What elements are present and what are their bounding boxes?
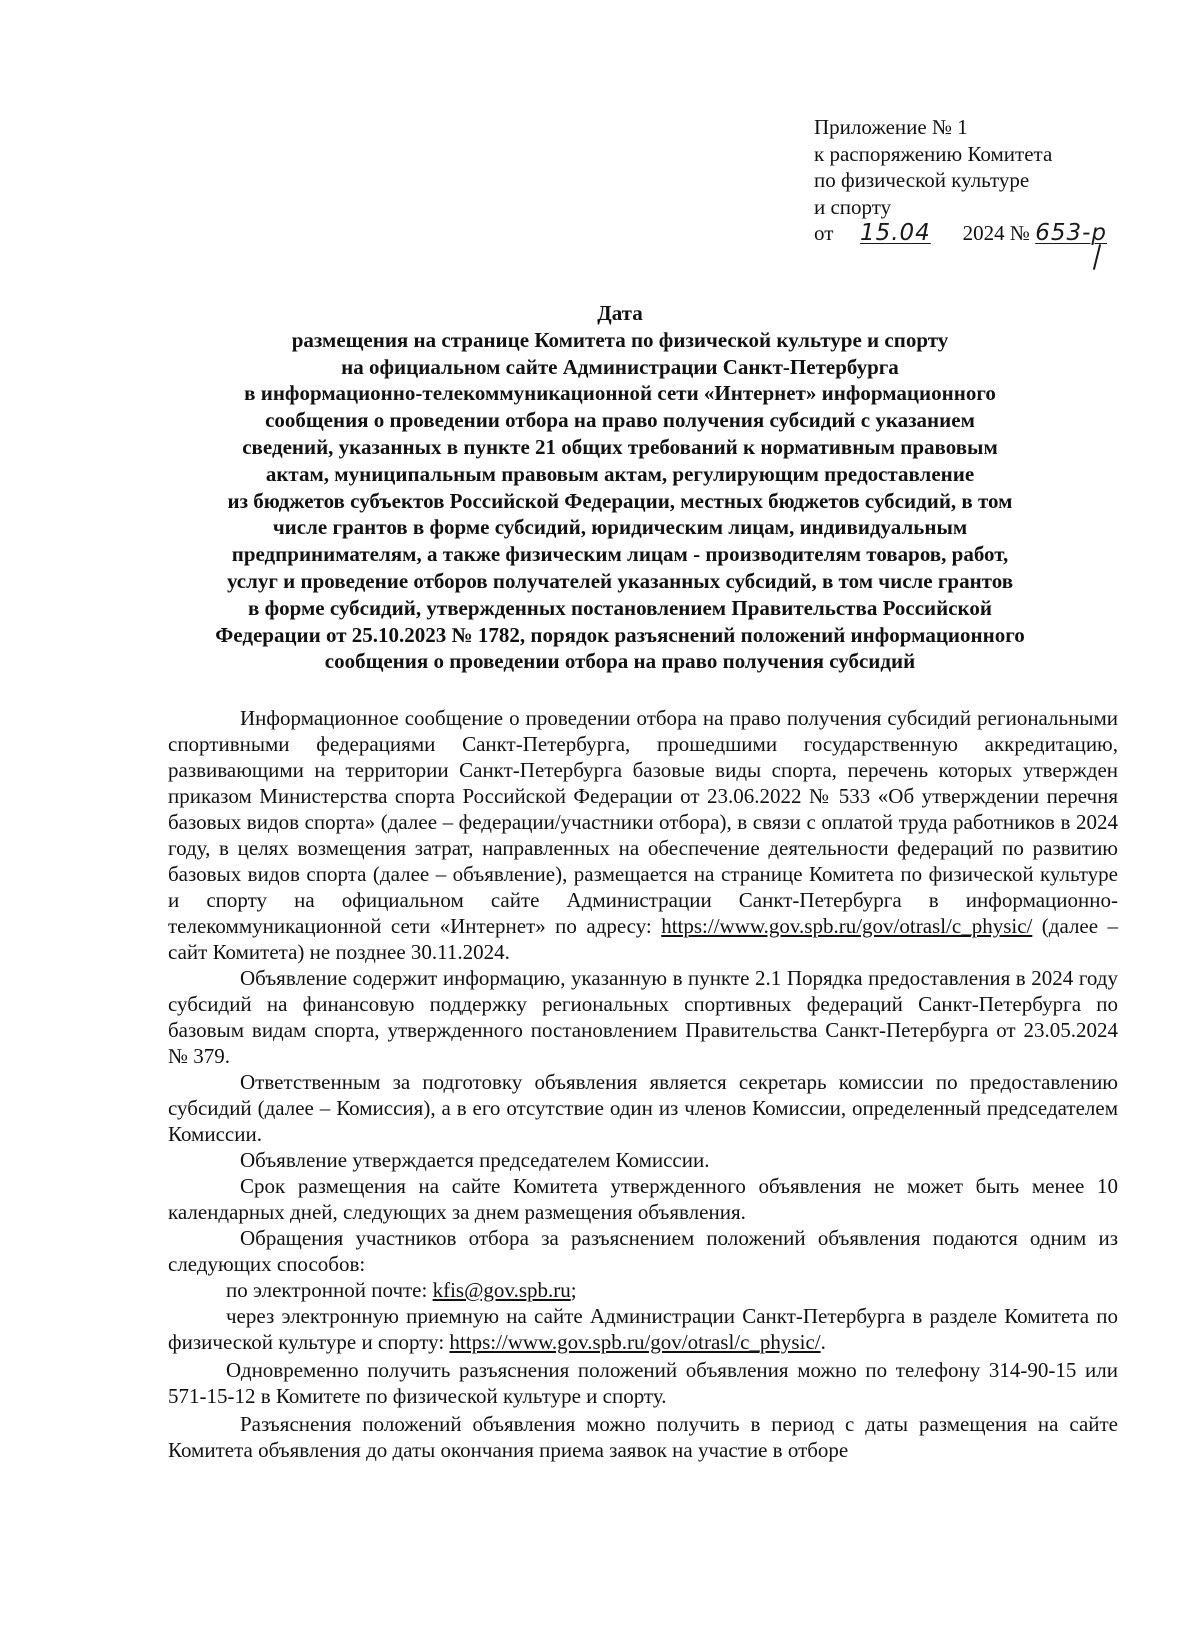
document-title	[158, 300, 1082, 675]
paragraph-text: (далее – сайт Комитета) не позднее 30.11.2024.	[168, 914, 1118, 964]
email-link[interactable]: kfis@gov.spb.ru	[432, 1278, 571, 1302]
annex-line-2: к распоряжению Комитета	[814, 141, 1053, 166]
paragraph-phone: Одновременно получить разъяснения положений объявления можно по телефону 314-90-15 или 571-15-12 в Комитете по физической культуре и спорту.	[168, 1358, 1118, 1408]
paragraph-content: Объявление содержит информацию, указанную в пункте 2.1 Порядка предоставления в 2024 году субсидий на финансовую поддержку региональных спортивных федераций Санкт-Петербурга по базовым видам спорта, утвержденного постановлением Правительства Санкт-Петербурга от 23.05.2024 № 379.	[168, 966, 1118, 1068]
paragraph-clarifications: Разъяснения положений объявления можно получить в период с даты размещения на сайте Комитета объявления до даты окончания приема заявок на участие в отборе	[168, 1412, 1118, 1462]
paragraph-text: через электронную приемную на сайте Администрации Санкт-Петербурга в разделе Комитета по физической культуре и спорту:	[168, 1304, 1118, 1354]
title-line: сообщения о проведении отбора на право получения субсидий с указанием	[265, 408, 975, 433]
paragraph-requests: Обращения участников отбора за разъяснением положений объявления подаются одним из следующих способов:	[168, 1226, 1118, 1276]
annex-header	[814, 114, 1174, 247]
reception-site-link[interactable]: https://www.gov.spb.ru/gov/otrasl/c_physic/	[449, 1330, 821, 1354]
title-line: сведений, указанных в пункте 21 общих требований к нормативным правовым	[242, 434, 998, 459]
annex-from-label: от	[814, 221, 834, 245]
title-line: числе грантов в форме субсидий, юридическим лицам, индивидуальным	[272, 515, 968, 540]
handwritten-date: 15.04	[859, 220, 931, 246]
paragraph-responsible: Ответственным за подготовку объявления является секретарь комиссии по предоставлению субсидий (далее – Комиссия), а в его отсутствие один из членов Комиссии, определенный председателем Комиссии.	[168, 1070, 1118, 1146]
title-line: в форме субсидий, утвержденных постановлением Правительства Российской	[248, 595, 992, 620]
paragraph-text: Информационное сообщение о проведении отбора на право получения субсидий региональными спортивными федерациями Санкт-Петербурга, прошедшими государственную аккредитацию, развивающими на территории Санкт-Петербурга базовые виды спорта, перечень которых утвержден приказом Министерства спорта Российской Федерации от 23.06.2022 № 533 «Об утверждении перечня базовых видов спорта» (далее – федерации/участники отбора), в связи с оплатой труда работников в 2024 году, в целях возмещения затрат, направленных на обеспечение деятельности федераций по развитию базовых видов спорта (далее – объявление), размещается на странице Комитета по физической культуре и спорту на официальном сайте Администрации Санкт-Петербурга в информационно-телекоммуникационной сети «Интернет» по адресу:	[168, 706, 1118, 938]
title-line: размещения на странице Комитета по физической культуре и спорту	[291, 327, 949, 352]
paragraph-term: Срок размещения на сайте Комитета утвержденного объявления не может быть менее 10 календарных дней, следующих за днем размещения объявления.	[168, 1174, 1118, 1224]
title-line: Дата	[597, 301, 643, 325]
title-line: услуг и проведение отборов получателей указанных субсидий, в том числе грантов	[226, 568, 1014, 593]
title-line: сообщения о проведении отбора на право получения субсидий	[324, 649, 916, 674]
paragraph-text: .	[820, 1330, 826, 1354]
paragraph-email	[168, 1277, 1118, 1303]
paragraph-text: по электронной почте:	[226, 1278, 433, 1302]
title-line: актам, муниципальным правовым актам, регулирующим предоставление	[265, 461, 975, 486]
title-line: в информационно-телекоммуникационной сети «Интернет» информационного	[244, 381, 996, 406]
title-line: предпринимателям, а также физическим лицам - производителям товаров, работ,	[231, 542, 1009, 567]
annex-line-3: по физической культуре	[814, 168, 1030, 192]
title-line: на официальном сайте Администрации Санкт-Петербурга	[341, 354, 899, 379]
annex-date-line	[814, 220, 1174, 247]
paragraph-announcement	[168, 705, 1118, 965]
annex-line-1: Приложение № 1	[814, 115, 968, 139]
annex-year-label: 2024 №	[962, 221, 1030, 245]
committee-site-link[interactable]: https://www.gov.spb.ru/gov/otrasl/c_physic/	[661, 914, 1033, 938]
annex-line-4: и спорту	[814, 194, 892, 219]
paragraph-reception	[168, 1303, 1118, 1355]
handwriting-stroke	[1093, 244, 1101, 270]
title-line: из бюджетов субъектов Российской Федерации, местных бюджетов субсидий, в том	[227, 488, 1013, 513]
paragraph-approval: Объявление утверждается председателем Комиссии.	[240, 1148, 710, 1172]
title-line: Федерации от 25.10.2023 № 1782, порядок разъяснений положений информационного	[215, 622, 1025, 647]
handwritten-number: 653-р	[1035, 220, 1108, 246]
paragraph-text: ;	[570, 1278, 577, 1302]
document-body	[168, 705, 1118, 1463]
